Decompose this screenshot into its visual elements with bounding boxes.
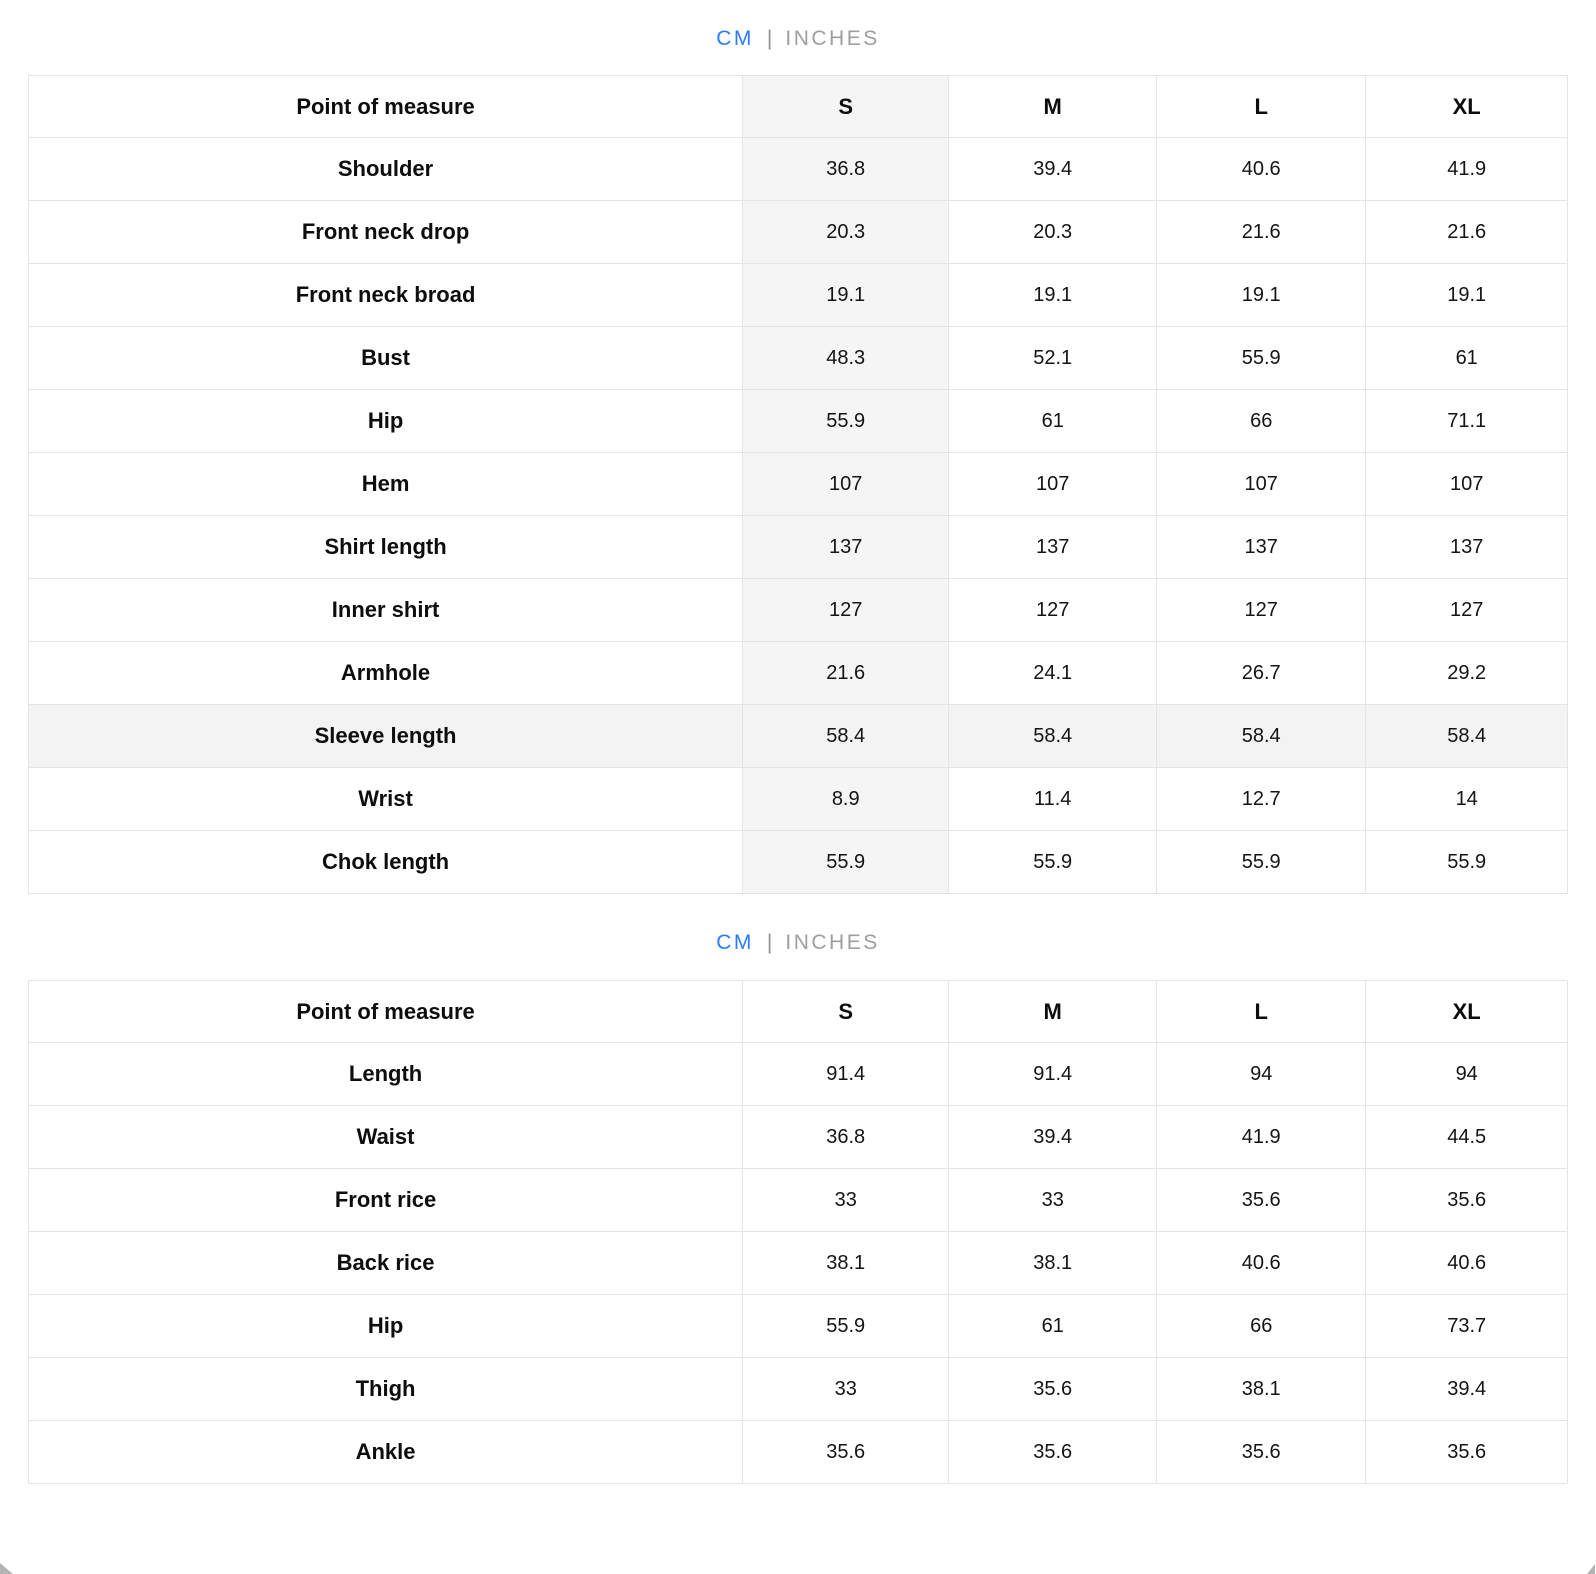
cell-m: 24.1 bbox=[949, 642, 1157, 705]
cell-l: 41.9 bbox=[1157, 1106, 1366, 1169]
cell-m: 19.1 bbox=[949, 264, 1157, 327]
page-corner-artifact-right bbox=[1587, 1564, 1595, 1574]
cell-s: 21.6 bbox=[743, 642, 949, 705]
cell-s: 137 bbox=[743, 516, 949, 579]
cell-xl: 19.1 bbox=[1366, 264, 1568, 327]
cell-s: 33 bbox=[743, 1169, 949, 1232]
cell-s: 33 bbox=[743, 1358, 949, 1421]
cell-m: 58.4 bbox=[949, 705, 1157, 768]
unit-inches-button[interactable]: INCHES bbox=[785, 931, 880, 954]
cell-m: 35.6 bbox=[949, 1358, 1157, 1421]
cell-l: 55.9 bbox=[1157, 831, 1366, 894]
table-row-waist[interactable] bbox=[29, 1106, 1568, 1169]
column-header-l: L bbox=[1157, 981, 1366, 1043]
cell-l: 38.1 bbox=[1157, 1358, 1366, 1421]
cell-m: 35.6 bbox=[949, 1421, 1157, 1484]
cell-s: 127 bbox=[743, 579, 949, 642]
table-row-front-neck-drop[interactable] bbox=[29, 201, 1568, 264]
cell-l: 40.6 bbox=[1157, 1232, 1366, 1295]
page-corner-artifact-left bbox=[0, 1563, 13, 1574]
table-row-hem[interactable] bbox=[29, 453, 1568, 516]
unit-cm-button[interactable]: CM bbox=[716, 27, 754, 50]
column-header-xl: XL bbox=[1366, 981, 1568, 1043]
table-row-thigh[interactable] bbox=[29, 1358, 1568, 1421]
column-header-point-of-measure: Point of measure bbox=[29, 981, 743, 1043]
unit-inches-button[interactable]: INCHES bbox=[785, 27, 880, 50]
table-row-length[interactable] bbox=[29, 1043, 1568, 1106]
cell-xl: 55.9 bbox=[1366, 831, 1568, 894]
cell-m: 61 bbox=[949, 1295, 1157, 1358]
row-label: Shoulder bbox=[29, 138, 743, 201]
cell-xl: 41.9 bbox=[1366, 138, 1568, 201]
cell-m: 61 bbox=[949, 390, 1157, 453]
column-header-point-of-measure: Point of measure bbox=[29, 76, 743, 138]
cell-l: 19.1 bbox=[1157, 264, 1366, 327]
row-label: Front rice bbox=[29, 1169, 743, 1232]
row-label: Inner shirt bbox=[29, 579, 743, 642]
table-header-row bbox=[29, 76, 1568, 138]
table-row-front-neck-broad[interactable] bbox=[29, 264, 1568, 327]
table-row-chok-length[interactable] bbox=[29, 831, 1568, 894]
cell-s: 20.3 bbox=[743, 201, 949, 264]
cell-xl: 127 bbox=[1366, 579, 1568, 642]
cell-xl: 71.1 bbox=[1366, 390, 1568, 453]
cell-xl: 94 bbox=[1366, 1043, 1568, 1106]
cell-xl: 35.6 bbox=[1366, 1169, 1568, 1232]
cell-s: 8.9 bbox=[743, 768, 949, 831]
cell-s: 35.6 bbox=[743, 1421, 949, 1484]
cell-xl: 58.4 bbox=[1366, 705, 1568, 768]
cell-m: 39.4 bbox=[949, 1106, 1157, 1169]
cell-xl: 29.2 bbox=[1366, 642, 1568, 705]
cell-m: 20.3 bbox=[949, 201, 1157, 264]
cell-m: 91.4 bbox=[949, 1043, 1157, 1106]
cell-s: 19.1 bbox=[743, 264, 949, 327]
column-header-s: S bbox=[743, 76, 949, 138]
column-header-l: L bbox=[1157, 76, 1366, 138]
row-label: Back rice bbox=[29, 1232, 743, 1295]
cell-m: 11.4 bbox=[949, 768, 1157, 831]
cell-xl: 61 bbox=[1366, 327, 1568, 390]
cell-m: 127 bbox=[949, 579, 1157, 642]
row-label: Front neck drop bbox=[29, 201, 743, 264]
table-row-shoulder[interactable] bbox=[29, 138, 1568, 201]
cell-l: 40.6 bbox=[1157, 138, 1366, 201]
table-row-wrist[interactable] bbox=[29, 768, 1568, 831]
cell-m: 38.1 bbox=[949, 1232, 1157, 1295]
cell-xl: 73.7 bbox=[1366, 1295, 1568, 1358]
cell-m: 33 bbox=[949, 1169, 1157, 1232]
table-row-armhole[interactable] bbox=[29, 642, 1568, 705]
cell-s: 91.4 bbox=[743, 1043, 949, 1106]
cell-m: 52.1 bbox=[949, 327, 1157, 390]
cell-xl: 14 bbox=[1366, 768, 1568, 831]
row-label: Chok length bbox=[29, 831, 743, 894]
column-header-xl: XL bbox=[1366, 76, 1568, 138]
cell-xl: 35.6 bbox=[1366, 1421, 1568, 1484]
cell-l: 66 bbox=[1157, 1295, 1366, 1358]
table-header-row bbox=[29, 981, 1568, 1043]
cell-l: 12.7 bbox=[1157, 768, 1366, 831]
row-label: Ankle bbox=[29, 1421, 743, 1484]
cell-xl: 107 bbox=[1366, 453, 1568, 516]
cell-s: 36.8 bbox=[743, 1106, 949, 1169]
row-label: Shirt length bbox=[29, 516, 743, 579]
unit-toggle-pants bbox=[0, 928, 1596, 958]
cell-xl: 39.4 bbox=[1366, 1358, 1568, 1421]
table-row-shirt-length[interactable] bbox=[29, 516, 1568, 579]
cell-m: 55.9 bbox=[949, 831, 1157, 894]
cell-s: 55.9 bbox=[743, 831, 949, 894]
unit-separator: | bbox=[766, 27, 773, 50]
cell-xl: 137 bbox=[1366, 516, 1568, 579]
unit-separator: | bbox=[766, 931, 773, 954]
cell-l: 58.4 bbox=[1157, 705, 1366, 768]
table-row-hip[interactable] bbox=[29, 1295, 1568, 1358]
cell-l: 127 bbox=[1157, 579, 1366, 642]
cell-s: 55.9 bbox=[743, 390, 949, 453]
table-row-back-rice[interactable] bbox=[29, 1232, 1568, 1295]
row-label: Sleeve length bbox=[29, 705, 743, 768]
row-label: Wrist bbox=[29, 768, 743, 831]
cell-l: 66 bbox=[1157, 390, 1366, 453]
cell-l: 137 bbox=[1157, 516, 1366, 579]
cell-m: 39.4 bbox=[949, 138, 1157, 201]
table-row-inner-shirt[interactable] bbox=[29, 579, 1568, 642]
column-header-s: S bbox=[743, 981, 949, 1043]
column-header-m: M bbox=[949, 981, 1157, 1043]
unit-toggle-shirt bbox=[0, 24, 1596, 54]
cell-s: 48.3 bbox=[743, 327, 949, 390]
cell-s: 36.8 bbox=[743, 138, 949, 201]
cell-xl: 21.6 bbox=[1366, 201, 1568, 264]
row-label: Front neck broad bbox=[29, 264, 743, 327]
cell-xl: 40.6 bbox=[1366, 1232, 1568, 1295]
row-label: Bust bbox=[29, 327, 743, 390]
row-label: Thigh bbox=[29, 1358, 743, 1421]
row-label: Waist bbox=[29, 1106, 743, 1169]
unit-cm-button[interactable]: CM bbox=[716, 931, 754, 954]
cell-s: 38.1 bbox=[743, 1232, 949, 1295]
table-row-hip[interactable] bbox=[29, 390, 1568, 453]
table-row-front-rice[interactable] bbox=[29, 1169, 1568, 1232]
pants-size-table bbox=[28, 980, 1568, 1484]
cell-l: 94 bbox=[1157, 1043, 1366, 1106]
cell-l: 35.6 bbox=[1157, 1169, 1366, 1232]
table-row-bust[interactable] bbox=[29, 327, 1568, 390]
cell-l: 107 bbox=[1157, 453, 1366, 516]
cell-s: 107 bbox=[743, 453, 949, 516]
cell-l: 21.6 bbox=[1157, 201, 1366, 264]
table-row-ankle[interactable] bbox=[29, 1421, 1568, 1484]
shirt-size-table bbox=[28, 75, 1568, 894]
row-label: Length bbox=[29, 1043, 743, 1106]
row-label: Armhole bbox=[29, 642, 743, 705]
column-header-m: M bbox=[949, 76, 1157, 138]
row-label: Hip bbox=[29, 390, 743, 453]
cell-l: 26.7 bbox=[1157, 642, 1366, 705]
cell-m: 137 bbox=[949, 516, 1157, 579]
cell-xl: 44.5 bbox=[1366, 1106, 1568, 1169]
row-label: Hip bbox=[29, 1295, 743, 1358]
cell-l: 55.9 bbox=[1157, 327, 1366, 390]
cell-m: 107 bbox=[949, 453, 1157, 516]
cell-l: 35.6 bbox=[1157, 1421, 1366, 1484]
cell-s: 55.9 bbox=[743, 1295, 949, 1358]
table-row-sleeve-length[interactable] bbox=[29, 705, 1568, 768]
row-label: Hem bbox=[29, 453, 743, 516]
cell-s: 58.4 bbox=[743, 705, 949, 768]
